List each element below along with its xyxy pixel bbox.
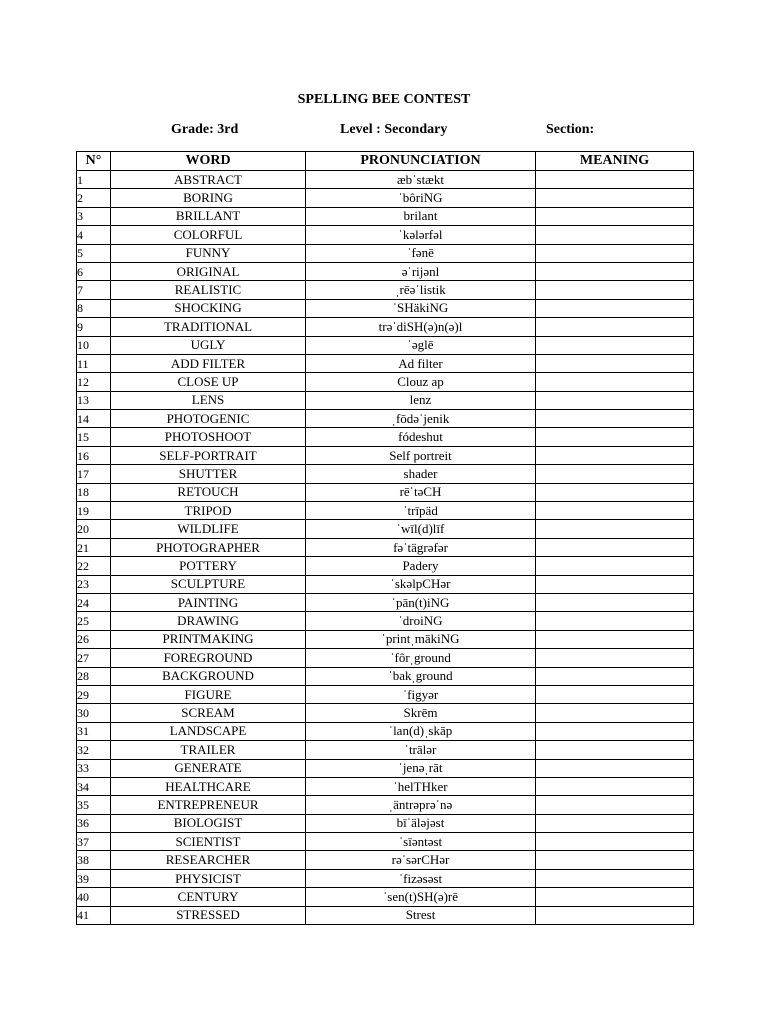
row-word: DRAWING bbox=[111, 612, 306, 630]
row-number: 15 bbox=[77, 428, 111, 446]
row-meaning bbox=[536, 575, 694, 593]
table-row bbox=[77, 336, 694, 354]
row-word: CENTURY bbox=[111, 888, 306, 906]
row-number: 41 bbox=[77, 906, 111, 924]
row-pronunciation: ˈsīəntəst bbox=[306, 833, 536, 851]
row-meaning bbox=[536, 502, 694, 520]
row-number: 18 bbox=[77, 483, 111, 501]
table-row bbox=[77, 171, 694, 189]
row-meaning bbox=[536, 704, 694, 722]
row-meaning bbox=[536, 833, 694, 851]
row-number: 13 bbox=[77, 391, 111, 409]
row-pronunciation: brilant bbox=[306, 207, 536, 225]
row-pronunciation: ˈskəlpCHər bbox=[306, 575, 536, 593]
table-row bbox=[77, 557, 694, 575]
row-word: CLOSE UP bbox=[111, 373, 306, 391]
table-row bbox=[77, 189, 694, 207]
row-number: 10 bbox=[77, 336, 111, 354]
section-label: Section: bbox=[546, 122, 595, 137]
row-word: PHYSICIST bbox=[111, 869, 306, 887]
header-row bbox=[77, 152, 694, 171]
table-row bbox=[77, 391, 694, 409]
table-row bbox=[77, 704, 694, 722]
row-pronunciation: Self portreit bbox=[306, 446, 536, 464]
row-number: 24 bbox=[77, 593, 111, 611]
row-word: LENS bbox=[111, 391, 306, 409]
row-meaning bbox=[536, 318, 694, 336]
row-meaning bbox=[536, 685, 694, 703]
table-row bbox=[77, 685, 694, 703]
row-word: PHOTOGENIC bbox=[111, 410, 306, 428]
row-number: 11 bbox=[77, 354, 111, 372]
row-number: 40 bbox=[77, 888, 111, 906]
row-meaning bbox=[536, 410, 694, 428]
row-word: BRILLANT bbox=[111, 207, 306, 225]
row-word: LANDSCAPE bbox=[111, 722, 306, 740]
row-pronunciation: əˈrijənl bbox=[306, 262, 536, 280]
level-label: Level : Secondary bbox=[340, 122, 448, 137]
row-meaning bbox=[536, 557, 694, 575]
row-number: 14 bbox=[77, 410, 111, 428]
row-word: SHOCKING bbox=[111, 299, 306, 317]
row-word: HEALTHCARE bbox=[111, 777, 306, 795]
row-pronunciation: trəˈdiSH(ə)n(ə)l bbox=[306, 318, 536, 336]
row-number: 21 bbox=[77, 538, 111, 556]
row-number: 23 bbox=[77, 575, 111, 593]
row-number: 32 bbox=[77, 741, 111, 759]
row-number: 3 bbox=[77, 207, 111, 225]
row-word: BIOLOGIST bbox=[111, 814, 306, 832]
row-number: 22 bbox=[77, 557, 111, 575]
column-header-meaning: MEANING bbox=[536, 152, 694, 171]
table-row bbox=[77, 538, 694, 556]
grade-label: Grade: 3rd bbox=[171, 122, 239, 137]
column-header-word: WORD bbox=[111, 152, 306, 171]
column-header-number: N° bbox=[77, 152, 111, 171]
row-number: 38 bbox=[77, 851, 111, 869]
table-row bbox=[77, 814, 694, 832]
row-number: 4 bbox=[77, 226, 111, 244]
row-number: 1 bbox=[77, 171, 111, 189]
row-word: UGLY bbox=[111, 336, 306, 354]
row-pronunciation: ˈfôrˌground bbox=[306, 649, 536, 667]
row-meaning bbox=[536, 777, 694, 795]
row-meaning bbox=[536, 520, 694, 538]
table-row bbox=[77, 520, 694, 538]
row-word: RESEARCHER bbox=[111, 851, 306, 869]
row-word: PHOTOSHOOT bbox=[111, 428, 306, 446]
row-meaning bbox=[536, 336, 694, 354]
table-row bbox=[77, 318, 694, 336]
row-pronunciation: fəˈtägrəfər bbox=[306, 538, 536, 556]
table-row bbox=[77, 593, 694, 611]
row-pronunciation: ˈlan(d)ˌskāp bbox=[306, 722, 536, 740]
table-row bbox=[77, 833, 694, 851]
table-row bbox=[77, 777, 694, 795]
row-number: 12 bbox=[77, 373, 111, 391]
table-row bbox=[77, 759, 694, 777]
row-word: PRINTMAKING bbox=[111, 630, 306, 648]
row-pronunciation: fódeshut bbox=[306, 428, 536, 446]
row-meaning bbox=[536, 373, 694, 391]
row-word: SCIENTIST bbox=[111, 833, 306, 851]
row-pronunciation: ˌfōdəˈjenik bbox=[306, 410, 536, 428]
row-number: 27 bbox=[77, 649, 111, 667]
row-pronunciation: ˈsen(t)SH(ə)rē bbox=[306, 888, 536, 906]
row-pronunciation: ˈəglē bbox=[306, 336, 536, 354]
row-word: FOREGROUND bbox=[111, 649, 306, 667]
table-row bbox=[77, 281, 694, 299]
table-row bbox=[77, 630, 694, 648]
row-word: PHOTOGRAPHER bbox=[111, 538, 306, 556]
row-word: STRESSED bbox=[111, 906, 306, 924]
row-pronunciation: shader bbox=[306, 465, 536, 483]
row-number: 35 bbox=[77, 796, 111, 814]
row-pronunciation: ˈjenəˌrāt bbox=[306, 759, 536, 777]
table-row bbox=[77, 906, 694, 924]
row-number: 31 bbox=[77, 722, 111, 740]
row-word: SCREAM bbox=[111, 704, 306, 722]
row-pronunciation: ˈdroiNG bbox=[306, 612, 536, 630]
row-pronunciation: ˈfigyər bbox=[306, 685, 536, 703]
row-meaning bbox=[536, 446, 694, 464]
row-meaning bbox=[536, 759, 694, 777]
row-word: ADD FILTER bbox=[111, 354, 306, 372]
row-meaning bbox=[536, 299, 694, 317]
row-meaning bbox=[536, 171, 694, 189]
row-number: 19 bbox=[77, 502, 111, 520]
table-row bbox=[77, 226, 694, 244]
row-meaning bbox=[536, 722, 694, 740]
table-row bbox=[77, 446, 694, 464]
row-meaning bbox=[536, 796, 694, 814]
row-pronunciation: ˈpān(t)iNG bbox=[306, 593, 536, 611]
row-meaning bbox=[536, 667, 694, 685]
table-row bbox=[77, 299, 694, 317]
row-meaning bbox=[536, 483, 694, 501]
row-pronunciation: Strest bbox=[306, 906, 536, 924]
row-pronunciation: ˌrēəˈlistik bbox=[306, 281, 536, 299]
row-word: WILDLIFE bbox=[111, 520, 306, 538]
row-word: SHUTTER bbox=[111, 465, 306, 483]
row-meaning bbox=[536, 869, 694, 887]
table-row bbox=[77, 722, 694, 740]
table-row bbox=[77, 465, 694, 483]
row-pronunciation: Skrēm bbox=[306, 704, 536, 722]
row-number: 26 bbox=[77, 630, 111, 648]
row-pronunciation: ˈbakˌground bbox=[306, 667, 536, 685]
row-meaning bbox=[536, 612, 694, 630]
row-pronunciation: Clouz ap bbox=[306, 373, 536, 391]
row-pronunciation: rēˈtəCH bbox=[306, 483, 536, 501]
row-word: BORING bbox=[111, 189, 306, 207]
row-word: BACKGROUND bbox=[111, 667, 306, 685]
row-meaning bbox=[536, 814, 694, 832]
row-word: REALISTIC bbox=[111, 281, 306, 299]
row-number: 30 bbox=[77, 704, 111, 722]
row-pronunciation: Ad filter bbox=[306, 354, 536, 372]
table-row bbox=[77, 796, 694, 814]
row-meaning bbox=[536, 649, 694, 667]
row-meaning bbox=[536, 538, 694, 556]
row-word: FUNNY bbox=[111, 244, 306, 262]
table-row bbox=[77, 612, 694, 630]
table-row bbox=[77, 373, 694, 391]
row-word: RETOUCH bbox=[111, 483, 306, 501]
row-word: ORIGINAL bbox=[111, 262, 306, 280]
row-word: COLORFUL bbox=[111, 226, 306, 244]
row-word: PAINTING bbox=[111, 593, 306, 611]
table-row bbox=[77, 888, 694, 906]
column-header-pronunciation: PRONUNCIATION bbox=[306, 152, 536, 171]
table-body bbox=[77, 171, 694, 925]
row-meaning bbox=[536, 465, 694, 483]
row-word: TRADITIONAL bbox=[111, 318, 306, 336]
row-pronunciation: rəˈsərCHər bbox=[306, 851, 536, 869]
row-word: POTTERY bbox=[111, 557, 306, 575]
row-meaning bbox=[536, 207, 694, 225]
table-row bbox=[77, 502, 694, 520]
row-meaning bbox=[536, 226, 694, 244]
row-meaning bbox=[536, 888, 694, 906]
row-number: 17 bbox=[77, 465, 111, 483]
row-pronunciation: ˈbôriNG bbox=[306, 189, 536, 207]
table-row bbox=[77, 207, 694, 225]
row-pronunciation: ˈfənē bbox=[306, 244, 536, 262]
table-header bbox=[77, 152, 694, 171]
row-word: ABSTRACT bbox=[111, 171, 306, 189]
row-meaning bbox=[536, 593, 694, 611]
document-title: SPELLING BEE CONTEST bbox=[297, 92, 471, 107]
spelling-word-table bbox=[76, 151, 694, 925]
row-pronunciation: ˌäntrəprəˈnə bbox=[306, 796, 536, 814]
row-number: 37 bbox=[77, 833, 111, 851]
table-row bbox=[77, 483, 694, 501]
table-row bbox=[77, 354, 694, 372]
row-number: 2 bbox=[77, 189, 111, 207]
row-pronunciation: ˈfizəsəst bbox=[306, 869, 536, 887]
row-meaning bbox=[536, 428, 694, 446]
table-row bbox=[77, 244, 694, 262]
row-number: 9 bbox=[77, 318, 111, 336]
row-number: 5 bbox=[77, 244, 111, 262]
row-meaning bbox=[536, 741, 694, 759]
table-row bbox=[77, 410, 694, 428]
row-number: 25 bbox=[77, 612, 111, 630]
row-number: 28 bbox=[77, 667, 111, 685]
table-row bbox=[77, 851, 694, 869]
row-pronunciation: ˈtrālər bbox=[306, 741, 536, 759]
row-word: ENTREPRENEUR bbox=[111, 796, 306, 814]
row-meaning bbox=[536, 354, 694, 372]
row-meaning bbox=[536, 189, 694, 207]
row-meaning bbox=[536, 262, 694, 280]
row-pronunciation: ˈtrīpäd bbox=[306, 502, 536, 520]
row-meaning bbox=[536, 630, 694, 648]
row-meaning bbox=[536, 281, 694, 299]
row-word: TRAILER bbox=[111, 741, 306, 759]
row-word: SELF-PORTRAIT bbox=[111, 446, 306, 464]
row-number: 7 bbox=[77, 281, 111, 299]
table-row bbox=[77, 428, 694, 446]
row-pronunciation: lenz bbox=[306, 391, 536, 409]
table-row bbox=[77, 741, 694, 759]
table-row bbox=[77, 575, 694, 593]
row-meaning bbox=[536, 906, 694, 924]
row-number: 6 bbox=[77, 262, 111, 280]
row-pronunciation: ˈhelTHker bbox=[306, 777, 536, 795]
row-meaning bbox=[536, 851, 694, 869]
table-row bbox=[77, 262, 694, 280]
row-number: 8 bbox=[77, 299, 111, 317]
row-word: GENERATE bbox=[111, 759, 306, 777]
row-number: 39 bbox=[77, 869, 111, 887]
row-number: 36 bbox=[77, 814, 111, 832]
row-number: 33 bbox=[77, 759, 111, 777]
row-number: 20 bbox=[77, 520, 111, 538]
row-word: FIGURE bbox=[111, 685, 306, 703]
row-word: SCULPTURE bbox=[111, 575, 306, 593]
row-pronunciation: ˈprintˌmākiNG bbox=[306, 630, 536, 648]
row-pronunciation: bīˈäləjəst bbox=[306, 814, 536, 832]
row-pronunciation: Padery bbox=[306, 557, 536, 575]
row-number: 34 bbox=[77, 777, 111, 795]
row-meaning bbox=[536, 244, 694, 262]
table-row bbox=[77, 869, 694, 887]
table-row bbox=[77, 667, 694, 685]
row-pronunciation: ˈwīl(d)līf bbox=[306, 520, 536, 538]
row-pronunciation: ˈkələrfəl bbox=[306, 226, 536, 244]
row-number: 29 bbox=[77, 685, 111, 703]
row-pronunciation: ˈSHäkiNG bbox=[306, 299, 536, 317]
row-pronunciation: æbˈstækt bbox=[306, 171, 536, 189]
row-meaning bbox=[536, 391, 694, 409]
row-number: 16 bbox=[77, 446, 111, 464]
row-word: TRIPOD bbox=[111, 502, 306, 520]
table-row bbox=[77, 649, 694, 667]
